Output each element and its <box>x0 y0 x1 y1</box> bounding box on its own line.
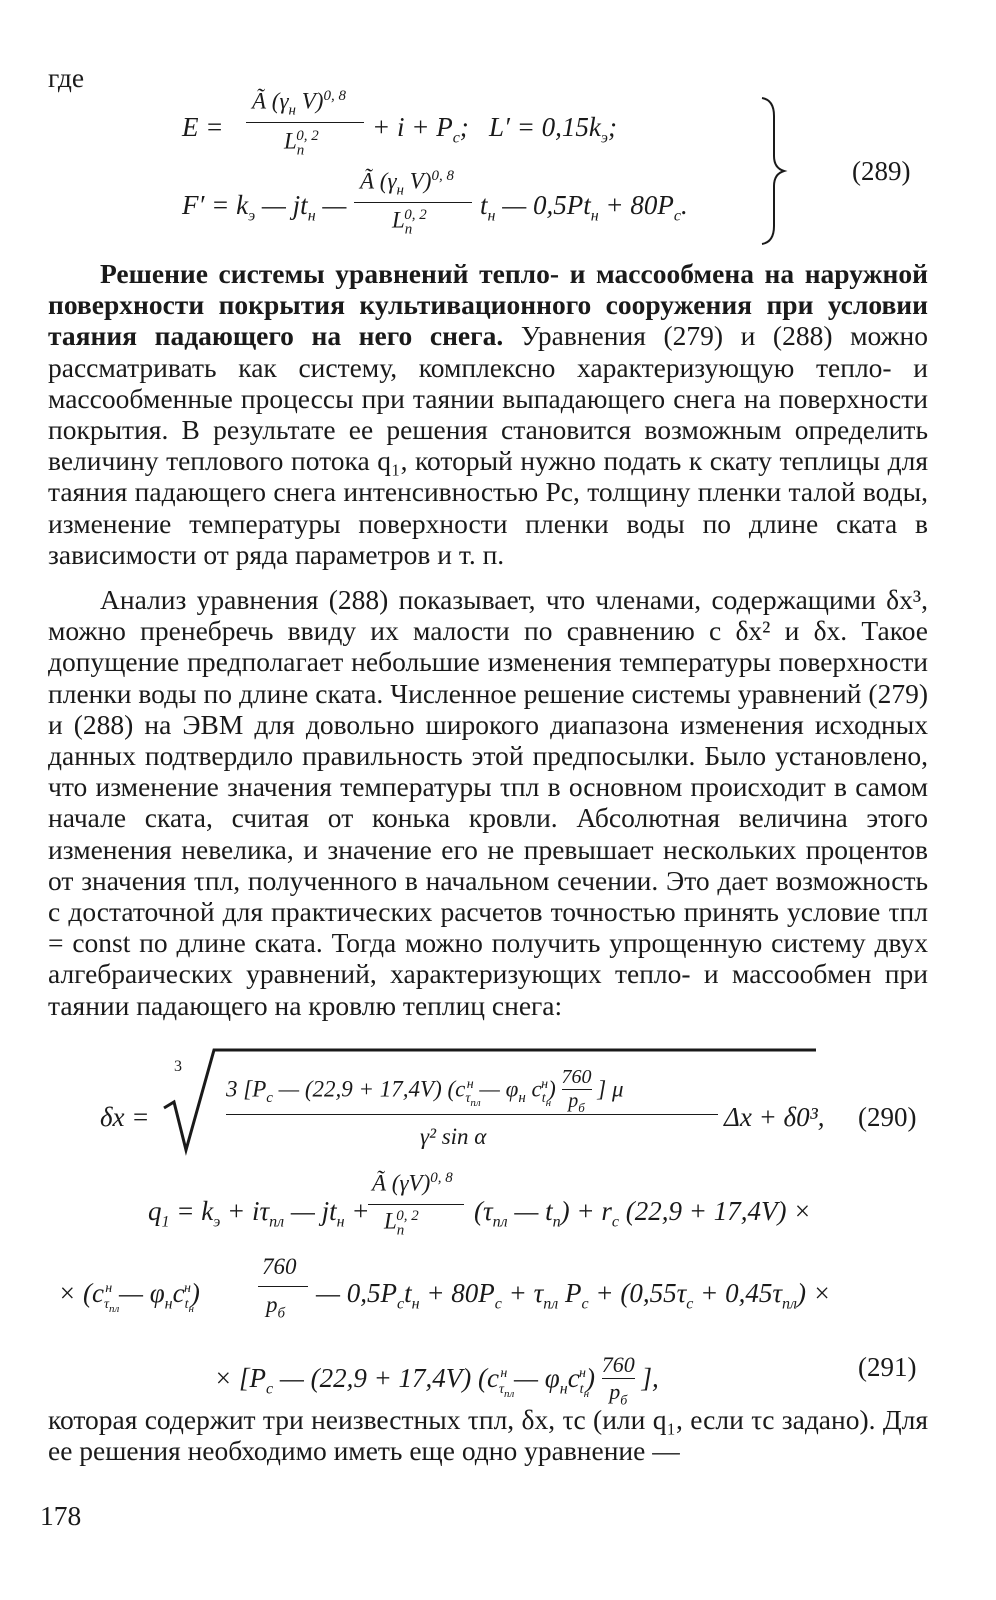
eq289-line1-rest: + $i + P_с$; $L' = 0,15k_э$; <box>372 112 617 147</box>
eq289-frac1-num: Ã ($\gamma_н$ V)$^{0, 8}$ <box>252 88 346 119</box>
fraction-bar <box>258 1286 308 1287</box>
section-heading: Решение системы уравнений тепло- и массообмена на наружной поверхности покрытия культивационного сооружения при условии таяния падающего на него снега. <box>48 258 928 352</box>
eq290-tail: Δx + δ0³, <box>724 1102 825 1132</box>
fraction-bar <box>246 122 364 123</box>
eq291-760-num: 760 <box>262 1254 297 1279</box>
section-body: Уравнения (279) и (288) можно рассматривать как систему, комплексно характеризующую тепло- и массообменные процессы при таянии выпадающего снега на поверхности покрытия. В результате ее решения становится возможным определить величину теплового потока q₁, который нужно подать к скату теплицы для таяния падающего снега интенсивностью Pс, толщину пленки талой воды, изменение температуры поверхности пленки воды по длине ската в зависимости от ряда параметров и т. п. <box>48 320 929 570</box>
equation-number-290: (290) <box>858 1102 917 1132</box>
equation-number-289: (289) <box>852 156 911 186</box>
page-number: 178 <box>40 1500 82 1531</box>
eq290-denominator: γ² sin α <box>420 1124 487 1149</box>
fraction-bar <box>354 202 472 203</box>
eq291-760-den: $p_б$ <box>266 1292 286 1322</box>
eq289-frac2-num: Ã ($\gamma_н$ V)$^{0, 8}$ <box>360 168 454 199</box>
eq291-line2-a: × ($c_{\tau_{пл}}^н$ — $\varphi_нc_{t_н}^н$) <box>58 1278 200 1316</box>
right-brace <box>760 96 790 246</box>
eq289-F: $F' = k_э$ — $jt_н$ — <box>182 190 347 225</box>
eq291-line2-b: — $0,5P_сt_н + 80P_с + \tau_{пл}$ $P_с + (0,55\tau_с + 0,45\tau_{пл})$ × <box>316 1278 831 1313</box>
eq289-frac2-den: $L_п^{0, 2}$ <box>392 207 427 238</box>
eq289-frac1-den: $L_п^{0, 2}$ <box>284 128 319 159</box>
analysis-paragraph: Анализ уравнения (288) показывает, что членами, содержащими δx³, можно пренебречь ввиду их малости по сравнению с δx² и δx. Такое допущение предполагает небольшие изменения температуры поверхности пленки воды по длине ската. Численное решение системы уравнений (279) и (288) на ЭВМ для довольно широкого диапазона изменения исходных данных подтвердило правильность этой предпосылки. Было установлено, что изменение значения температуры τпл в основном происходит в самом начале ската, считая от конька кровли. Абсолютная величина этого изменения невелика, и значение его не превышает нескольких процентов от значения τпл, полученного в начальном сечении. Это дает возможность с достаточной для практических расчетов точностью принять условие τпл = const по длине ската. Тогда можно получить упрощенную систему двух алгебраических уравнений, характеризующих тепло- и массообмен при таянии падающего на кровлю теплиц снега: <box>48 584 928 1021</box>
eq289-E: E = <box>182 112 224 142</box>
closing-paragraph: которая содержит три неизвестных τпл, δx, τс (или q₁, если τс задано). Для ее решения необходимо иметь еще одно уравнение — <box>48 1404 928 1467</box>
eq290-lhs: δx = <box>100 1102 150 1132</box>
eq289-line2-rest: $t_н$ — $0,5Pt_н + 80P_с$. <box>480 190 688 225</box>
eq291-line1-b: ($\tau_{пл}$ — $t_п) + r_с$ (22,9 + 17,4V) × <box>474 1196 812 1231</box>
eq291-frac-num: Ã $(\gamma V)^{0, 8}$ <box>372 1170 453 1196</box>
where-word: где <box>48 62 85 93</box>
fraction-bar <box>226 1114 718 1115</box>
eq291-line3: × [$P_с$ — (22,9 + 17,4V) ($c_{\tau_{пл}}^н$ — $\varphi_нc_{t_н}^н$) 760 $p_б$ ], <box>214 1352 659 1409</box>
eq291-line1-a: $q_1 = k_э + i\tau_{пл}$ — $jt_н$ + <box>148 1196 370 1231</box>
fraction-bar <box>368 1204 464 1205</box>
eq291-frac-den: $L_п^{0, 2}$ <box>384 1208 419 1239</box>
section-paragraph <box>48 258 928 570</box>
root-index: 3 <box>174 1058 182 1075</box>
eq290-numerator: 3 [$P_с$ — (22,9 + 17,4V) ($c_{\tau_{пл}}^н$ — $\varphi_н$ $c_{t_н}^н$) 760 $p_б$ ] μ <box>226 1066 624 1115</box>
equation-number-291: (291) <box>858 1352 917 1382</box>
